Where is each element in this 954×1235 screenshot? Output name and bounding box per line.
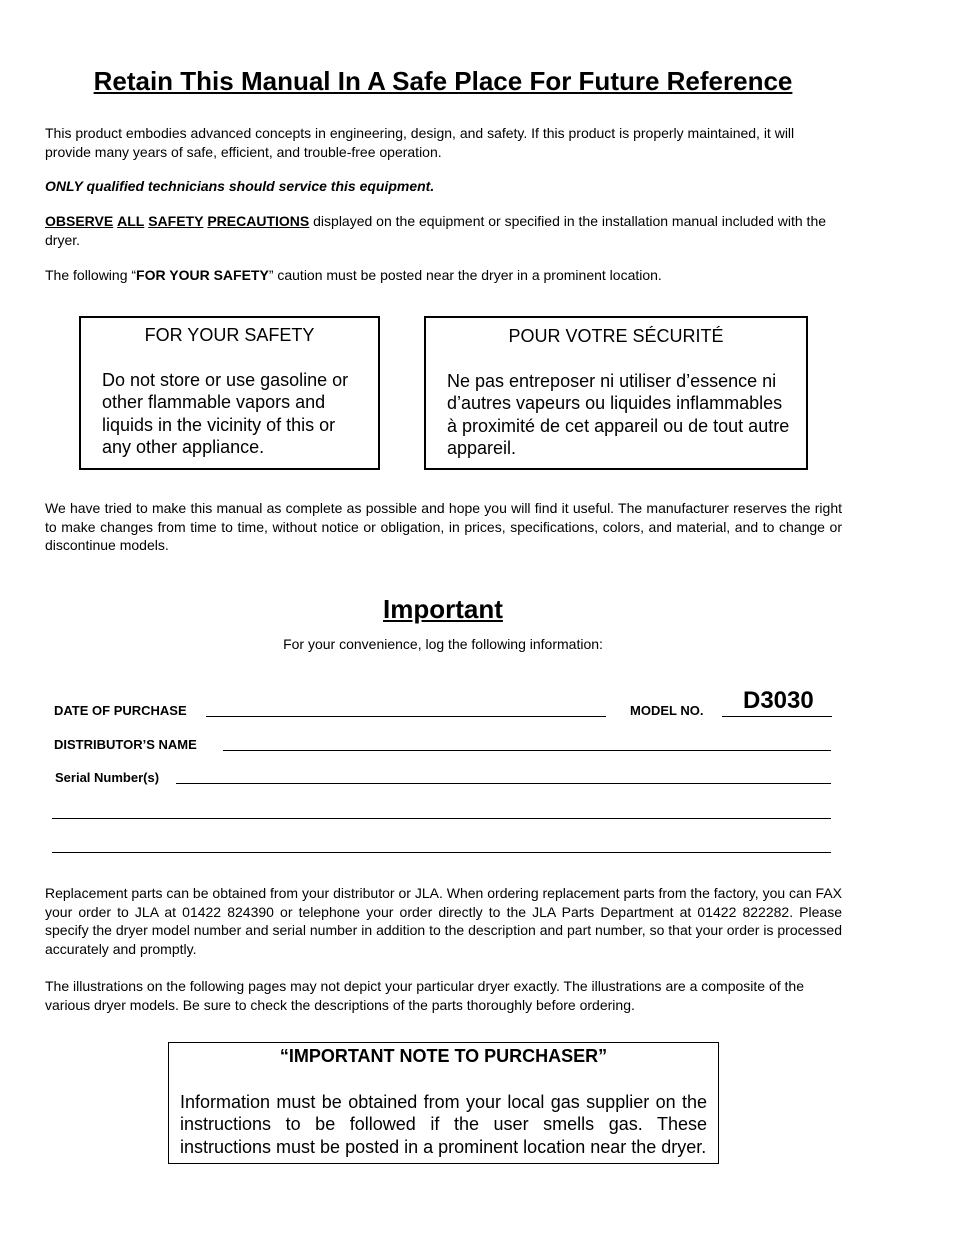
important-subtitle: For your convenience, log the following information: [283,636,603,652]
serial-number-line-2[interactable] [52,818,831,819]
safety-word: SAFETY [148,213,204,229]
purchaser-note-body: Information must be obtained from your local gas supplier on the instructions to be followed if the user smells gas. These instructions must be posted in a prominent location near the dryer. [180,1091,707,1157]
caution-paragraph [45,266,842,285]
distributor-name-line[interactable] [223,750,831,751]
model-number-line[interactable] [722,716,832,717]
model-number-value: D3030 [743,687,814,714]
intro-paragraph: This product embodies advanced concepts in engineering, design, and safety. If this product is properly maintained, it will provide many years of safe, efficient, and trouble-free operation. [45,125,795,160]
illustrations-paragraph: The illustrations on the following pages may not depict your particular dryer exactly. The illustrations are a composite of the various dryer models. Be sure to check the descriptions of the parts thoroughly before ordering. [45,978,804,1013]
important-heading: Important [383,594,503,624]
purchaser-note-box [168,1042,719,1164]
qualified-technicians-notice: ONLY qualified technicians should service this equipment. [45,178,435,194]
purchaser-note-heading: “IMPORTANT NOTE TO PURCHASER” [279,1046,608,1066]
model-number-label: MODEL NO. [630,703,704,718]
observe-word: OBSERVE [45,213,114,229]
safety-box-english-body: Do not store or use gasoline or other flammable vapors and liquids in the vicinity of this or any other appliance. [102,369,349,457]
caution-pre: The following “ [45,267,137,283]
serial-number-label: Serial Number(s) [55,770,160,785]
replacement-parts-paragraph: Replacement parts can be obtained from your distributor or JLA. When ordering replacement parts from the factory, you can FAX your order to JLA at 01422 824390 or telephone your order directly to the JLA Parts Department at 01422 822282. Please specify the dryer model number and serial number in addition to the description and part number, so that your order is processed accurately and promptly. [45,885,842,957]
caution-bold: FOR YOUR SAFETY [136,267,269,283]
observe-precautions-paragraph [45,212,842,249]
safety-box-english-heading: FOR YOUR SAFETY [144,325,315,345]
page-title: Retain This Manual In A Safe Place For Future Reference [93,66,793,96]
observe-rest: displayed on the equipment or specified in the installation manual included with the dryer. [45,213,827,248]
date-of-purchase-line[interactable] [206,716,606,717]
safety-box-french [424,316,808,470]
all-word: ALL [117,213,145,229]
safety-box-english [79,316,380,470]
serial-number-line-3[interactable] [52,852,831,853]
manual-disclaimer-paragraph: We have tried to make this manual as complete as possible and hope you will find it useful. The manufacturer reserves the right to make changes from time to time, without notice or obligation, in prices, specifications, colors, and material, and to change or discontinue models. [45,500,842,553]
safety-box-french-heading: POUR VOTRE SÉCURITÉ [508,326,724,346]
precautions-word: PRECAUTIONS [207,213,310,229]
safety-box-french-body: Ne pas entreposer ni utiliser d’essence ni d’autres vapeurs ou liquides inflammables à proximité de cet appareil ou de tout autre appareil. [447,370,790,458]
serial-number-line[interactable] [176,783,831,784]
caution-post: ” caution must be posted near the dryer in a prominent location. [268,267,662,283]
date-of-purchase-label: DATE OF PURCHASE [54,703,187,718]
distributor-name-label: DISTRIBUTOR’S NAME [54,737,197,752]
